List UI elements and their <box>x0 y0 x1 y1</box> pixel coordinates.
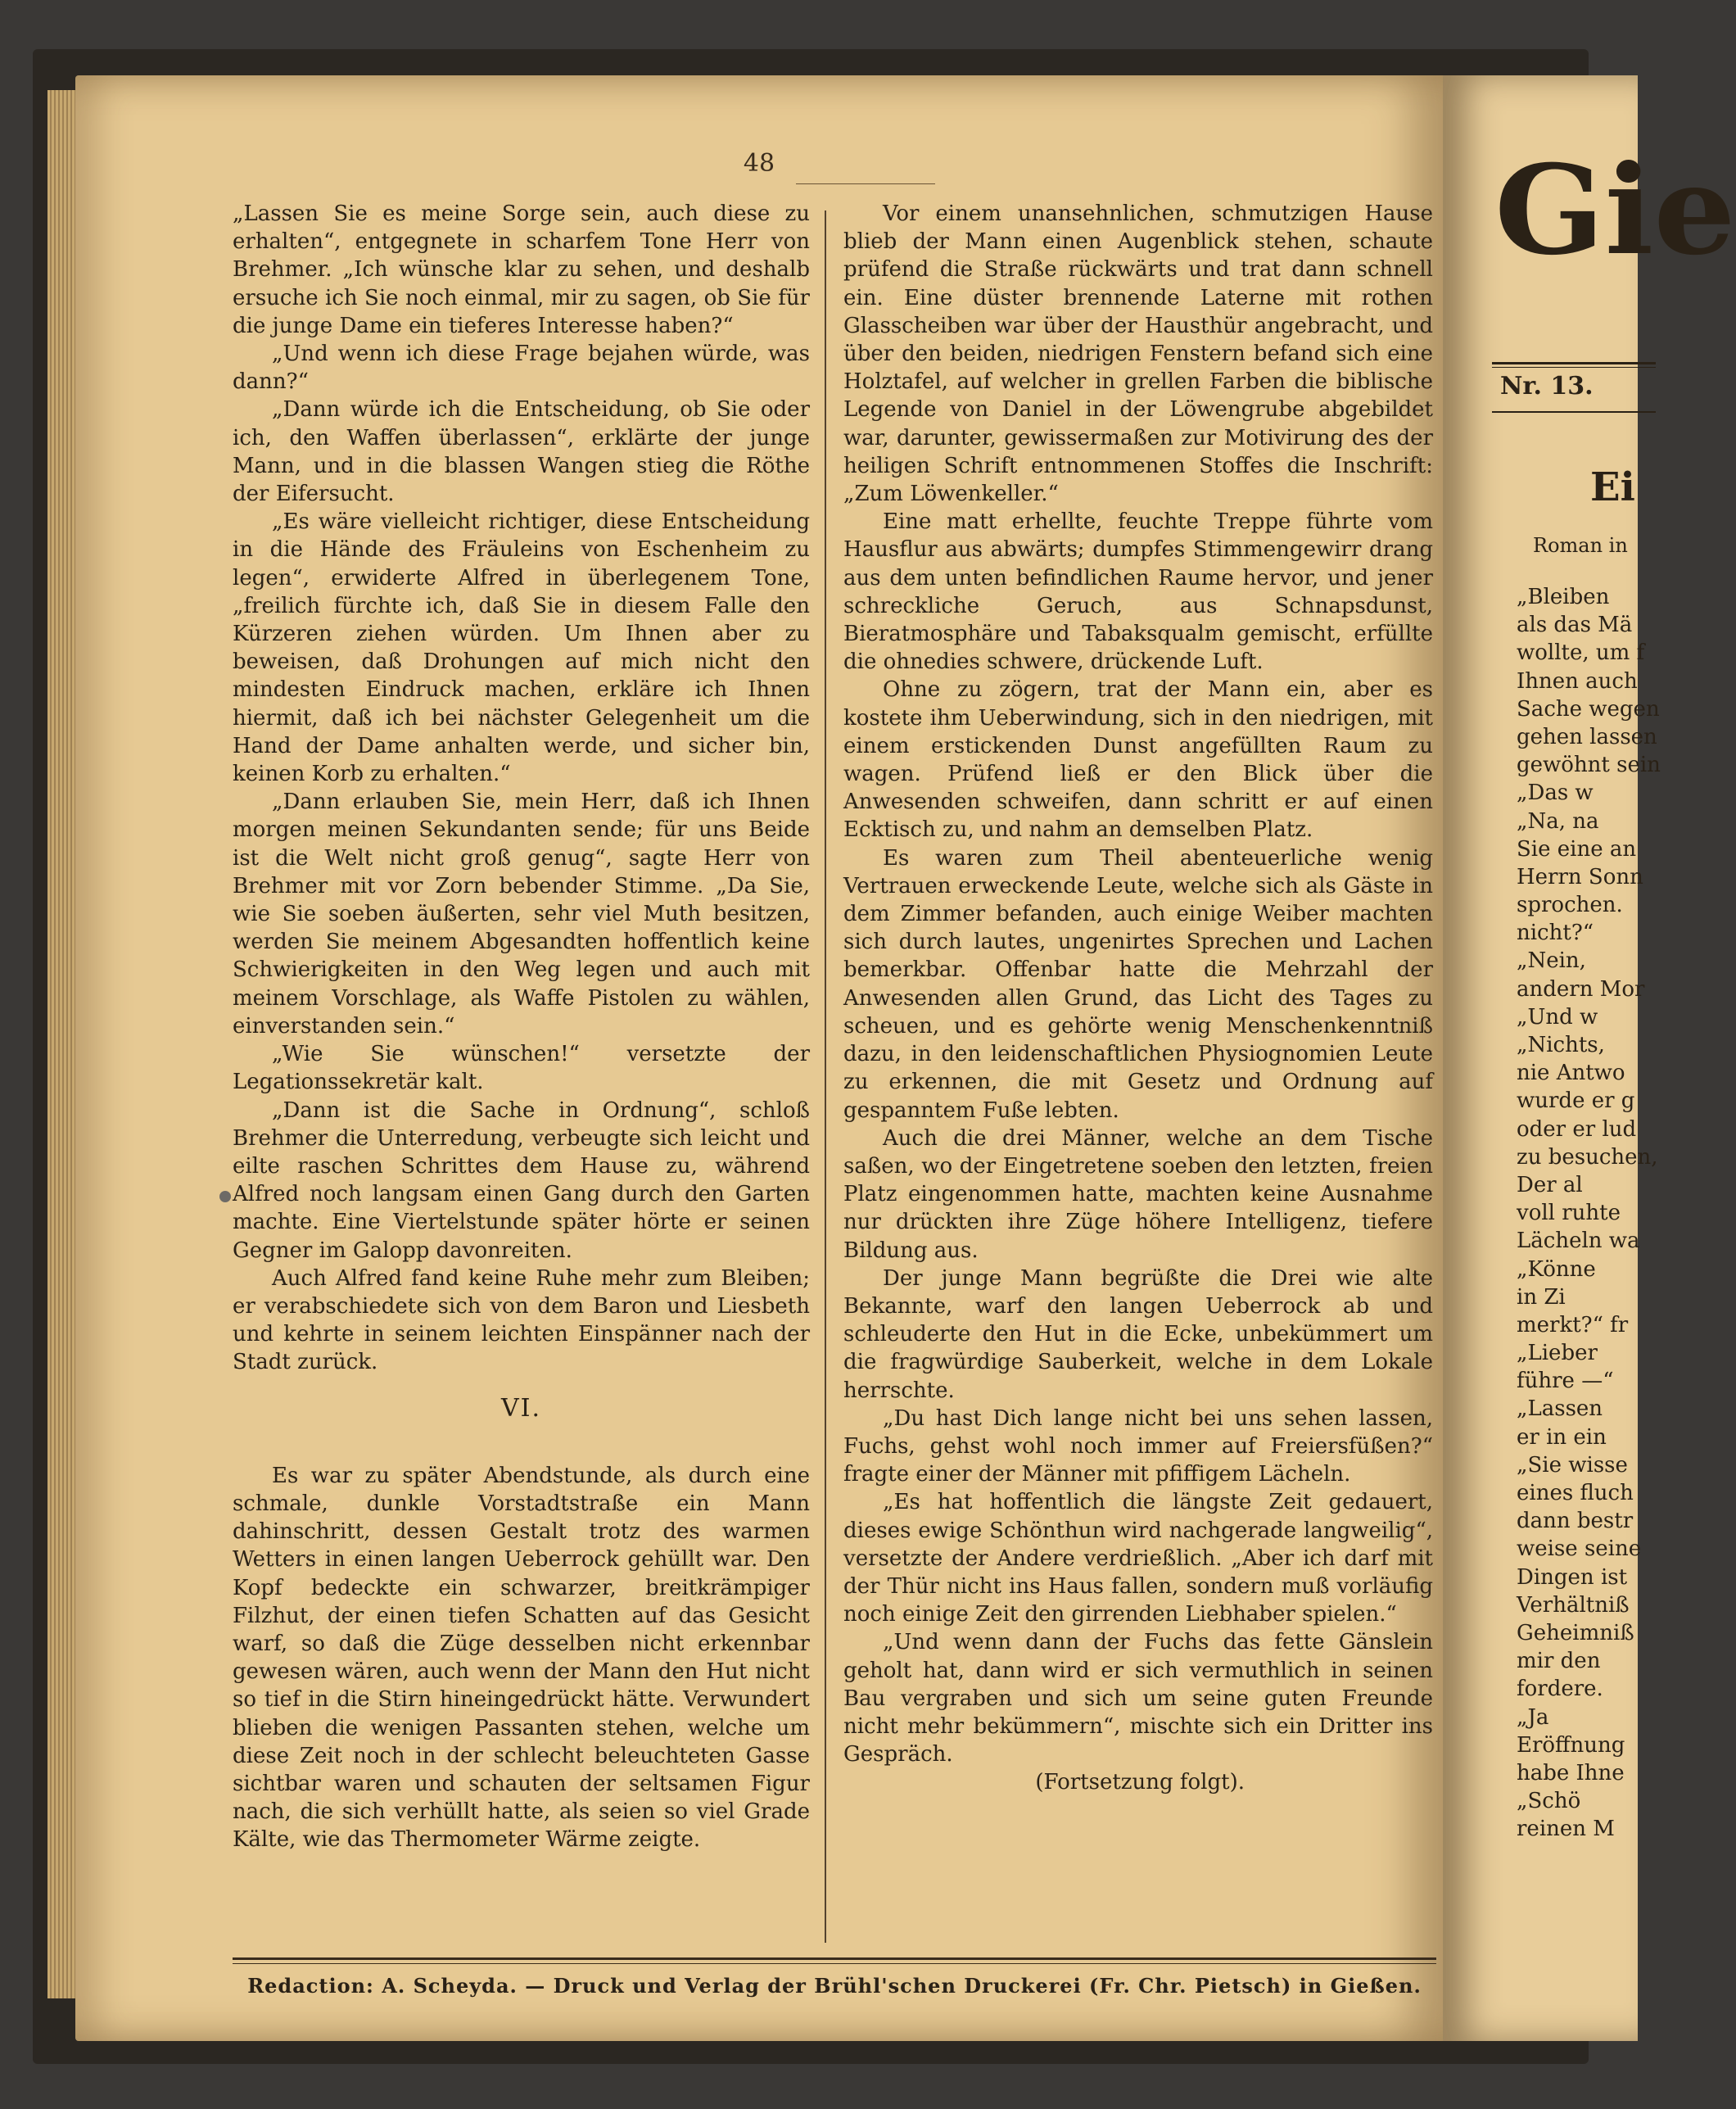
text-fragment: nie Antwo <box>1517 1061 1625 1086</box>
text-fragment: „Nichts, <box>1517 1033 1605 1057</box>
right-page-text <box>1517 583 1680 1843</box>
left-column <box>233 200 810 1854</box>
roman-label-fragment: Roman in <box>1533 534 1628 557</box>
continuation-note: (Fortsetzung folgt). <box>1035 1770 1245 1795</box>
page-number: 48 <box>743 149 775 178</box>
ink-dot <box>219 1191 231 1202</box>
text-fragment: „Ja <box>1517 1704 1549 1730</box>
paragraph: „Und wenn dann der Fuchs das fette Gänslein geholt hat, dann wird er sich vermuthlich in seinen Bau vergraben und sich um seine guten Freunde nicht mehr bekümmern“, mischte sich ein Dritter ins Gespräch. <box>843 1630 1433 1767</box>
paragraph: „Wie Sie wünschen!“ versetzte der Legationssekretär kalt. <box>233 1042 810 1095</box>
masthead-rule-thin <box>1492 367 1656 368</box>
text-fragment: sprochen. <box>1517 893 1623 918</box>
paragraph: Der junge Mann begrüßte die Drei wie alte Bekannte, warf den langen Ueberrock ab und schleuderte den Hut in die Ecke, unbekümmert um die fragwürdige Sauberkeit, welche in dem Lokale herrschte. <box>843 1265 1433 1403</box>
text-fragment: dann bestr <box>1517 1509 1634 1534</box>
text-fragment: Geheimniß <box>1517 1620 1634 1645</box>
text-fragment: „Lassen <box>1517 1396 1603 1422</box>
right-column <box>843 200 1433 1797</box>
paragraph: Auch die drei Männer, welche an dem Tische saßen, wo der Eingetretene soeben den letzten, freien Platz eingenommen hatte, machten keine Ausnahme nur drückten ihre Züge höhere Intelligenz, tiefere Bildung aus. <box>843 1125 1433 1263</box>
text-fragment: wurde er g <box>1517 1088 1635 1114</box>
text-fragment: „Könne <box>1517 1256 1596 1282</box>
text-fragment: zu besuchen, <box>1517 1144 1658 1170</box>
text-fragment: „Schö <box>1517 1789 1581 1814</box>
text-fragment: „Na, na <box>1517 808 1599 834</box>
paragraph: „Du hast Dich lange nicht bei uns sehen lassen, Fuchs, gehst wohl noch immer auf Freiersfüßen?“ fragte einer der Männer mit pfiffigem Lächeln. <box>843 1405 1433 1487</box>
story-title-fragment: Ei <box>1590 464 1635 510</box>
text-fragment: „Und w <box>1517 1004 1598 1030</box>
text-fragment: andern Mor <box>1517 976 1645 1002</box>
paragraph: „Lassen Sie es meine Sorge sein, auch diese zu erhalten“, entgegnete in scharfem Tone Herr von Brehmer. „Ich wünsche klar zu sehen, und deshalb ersuche ich Sie noch einmal, mir zu sagen, ob Sie für die junge Dame ein tieferes Interesse haben?“ <box>233 201 810 338</box>
text-fragment: eines fluch <box>1517 1481 1634 1505</box>
imprint: Redaction: A. Scheyda. — Druck und Verlag der Brühl'schen Druckerei (Fr. Chr. Pietsch) in Gießen. <box>247 1974 1422 1998</box>
text-fragment: Sie eine an <box>1517 836 1637 862</box>
footer-rule <box>233 1957 1436 1960</box>
text-fragment: Lächeln wa <box>1517 1229 1640 1254</box>
masthead-rule <box>1492 362 1656 364</box>
paragraph: „Es hat hoffentlich die längste Zeit gedauert, dieses ewige Schönthun wird nachgerade langweilig“, versetzte der Andere verdrießlich. „Aber ich darf mit der Thür nicht ins Haus fallen, sondern muß vorläufig noch einige Zeit den girrenden Liebhaber spielen.“ <box>843 1490 1433 1627</box>
masthead-fragment: Gie <box>1494 138 1736 283</box>
paragraph: Ohne zu zögern, trat der Mann ein, aber es kostete ihm Ueberwindung, sich in den niedrigen, mit einem erstickenden Dunst angefüllten Raum zu wagen. Prüfend ließ er den Blick über die Anwesenden schweifen, dann schritt er auf einen Ecktisch zu, und nahm an demselben Platz. <box>843 677 1433 843</box>
paragraph: Es war zu später Abendstunde, als durch eine schmale, dunkle Vorstadtstraße ein Mann dahinschritt, dessen Gestalt trotz des warmen Wetters in einen langen Ueberrock gehüllt war. Den Kopf bedeckte ein schwarzer, breitkrämpiger Filzhut, der einen tiefen Schatten auf das Gesicht warf, so daß die Züge desselben nicht erkennbar gewesen wären, auch wenn der Mann den Hut nicht so tief in die Stirn hineingedrückt hätte. Verwundert blieben die wenigen Passanten stehen, welche um diese Zeit noch in der schlecht beleuchteten Gasse sichtbar waren und schauten der seltsamen Figur nach, die sich verhüllt hatte, als seien so viel Grade Kälte, wie das Thermometer Wärme zeigte. <box>233 1463 810 1853</box>
chapter-heading: VI. <box>500 1393 542 1423</box>
paragraph: Vor einem unansehnlichen, schmutzigen Hause blieb der Mann einen Augenblick stehen, schaute prüfend die Straße rückwärts und trat dann schnell ein. Eine düster brennende Laterne mit rothen Glasscheiben war über der Hausthür angebracht, und über den beiden, niedrigen Fenstern befand sich eine Holztafel, auf welcher in grellen Farben die biblische Legende von Daniel in der Löwengrube abgebildet war, darunter, gewissermaßen zur Motivirung des der heiligen Schrift entnommenen Stoffes die Inschrift: „Zum Löwenkeller.“ <box>843 201 1433 507</box>
text-fragment: „Lieber <box>1517 1341 1598 1366</box>
paragraph: Es waren zum Theil abenteuerliche wenig Vertrauen erweckende Leute, welche sich als Gäste in dem Zimmer befanden, auch einige Weiber machten sich durch lautes, ungenirtes Sprechen und Lachen bemerkbar. Offenbar hatte die Mehrzahl der Anwesenden allen Grund, das Licht des Tages zu scheuen, und es gehörte wenig Menschenkenntniß dazu, in den leidenschaftlichen Physiognomien Leute zu erkennen, die mit Gesetz und Ordnung auf gespanntem Fuße lebten. <box>843 845 1433 1123</box>
text-fragment: reinen M <box>1517 1817 1615 1842</box>
text-fragment: habe Ihne <box>1517 1760 1625 1785</box>
text-fragment: Sache wegen <box>1517 696 1660 722</box>
text-fragment: Der al <box>1517 1172 1583 1197</box>
text-fragment: als das Mä <box>1517 613 1633 638</box>
page-number-rule <box>796 183 935 184</box>
text-fragment: mir den <box>1517 1649 1601 1674</box>
text-fragment: merkt?“ fr <box>1517 1312 1629 1337</box>
text-fragment: er in ein <box>1517 1424 1607 1450</box>
text-fragment: gehen lassen <box>1517 724 1657 749</box>
paragraph: „Es wäre vielleicht richtiger, diese Entscheidung in die Hände des Fräuleins von Eschenheim zu legen“, erwiderte Alfred in überlegenem Tone, „freilich fürchte ich, daß Sie in diesem Falle den Kürzeren ziehen würden. Um Ihnen aber zu beweisen, daß Drohungen auf mich nicht den mindesten Eindruck machen, erkläre ich Ihnen hiermit, daß ich bei nächster Gelegenheit um die Hand der Dame anhalten werde, und sicher bin, keinen Korb zu erhalten.“ <box>233 509 810 787</box>
text-fragment: oder er lud <box>1517 1116 1637 1142</box>
paragraph: Eine matt erhellte, feuchte Treppe führte vom Hausflur aus abwärts; dumpfes Stimmengewirr drang aus dem unten befindlichen Raume hervor, und jener schreckliche Geruch, aus Schnapsdunst, Bieratmosphäre und Tabaksqualm gemischt, erfüllte die ohnedies schwere, drückende Luft. <box>843 509 1433 675</box>
text-fragment: weise seine <box>1517 1536 1642 1562</box>
text-fragment: „Sie wisse <box>1517 1452 1628 1478</box>
text-fragment: wollte, um f <box>1517 640 1645 666</box>
text-fragment: nicht?“ <box>1517 921 1594 946</box>
footer-rule-thin <box>233 1963 1436 1964</box>
text-fragment: in Zi <box>1517 1284 1566 1310</box>
paragraph: „Dann erlauben Sie, mein Herr, daß ich Ihnen morgen meinen Sekundanten sende; für uns Beide ist die Welt nicht groß genug“, sagte Herr von Brehmer mit vor Zorn bebender Stimme. „Da Sie, wie Sie soeben äußerten, sehr viel Muth besitzen, werden Sie meinem Abgesandten hoffentlich keine Schwierigkeiten in den Weg legen und auch mit meinem Vorschlage, als Waffe Pistolen zu wählen, einverstanden sein.“ <box>233 790 810 1039</box>
text-fragment: Herrn Sonn <box>1517 864 1643 889</box>
text-fragment: voll ruhte <box>1517 1201 1621 1226</box>
paragraph: „Und wenn ich diese Frage bejahen würde, was dann?“ <box>233 342 810 395</box>
issue-number: Nr. 13. <box>1500 372 1594 401</box>
paragraph: „Dann würde ich die Entscheidung, ob Sie oder ich, den Waffen überlassen“, erklärte der junge Mann, und in die blassen Wangen stieg die Röthe der Eifersucht. <box>233 397 810 507</box>
paragraph: „Dann ist die Sache in Ordnung“, schloß Brehmer die Unterredung, verbeugte sich leicht und eilte raschen Schrittes dem Hause zu, während Alfred noch langsam einen Gang durch den Garten machte. Eine Viertelstunde später hörte er seinen Gegner im Galopp davonreiten. <box>233 1097 810 1263</box>
text-fragment: gewöhnt sein <box>1517 753 1661 778</box>
text-fragment: Verhältniß <box>1517 1592 1630 1618</box>
text-fragment: fordere. <box>1517 1677 1603 1702</box>
left-page <box>75 75 1443 2041</box>
text-fragment: führe —“ <box>1517 1369 1614 1394</box>
text-fragment: Eröffnung <box>1517 1732 1625 1758</box>
issue-rule <box>1492 411 1656 413</box>
text-fragment: Dingen ist <box>1517 1564 1628 1590</box>
column-divider <box>825 210 826 1943</box>
text-fragment: „Nein, <box>1517 948 1586 974</box>
paragraph: Auch Alfred fand keine Ruhe mehr zum Bleiben; er verabschiedete sich von dem Baron und Liesbeth und kehrte in seinem leichten Einspänner nach der Stadt zurück. <box>233 1265 810 1375</box>
right-page-fragment <box>1443 75 1736 2041</box>
text-fragment: „Das w <box>1517 781 1594 806</box>
text-fragment: Ihnen auch <box>1517 668 1638 694</box>
text-fragment: „Bleiben <box>1517 585 1610 609</box>
